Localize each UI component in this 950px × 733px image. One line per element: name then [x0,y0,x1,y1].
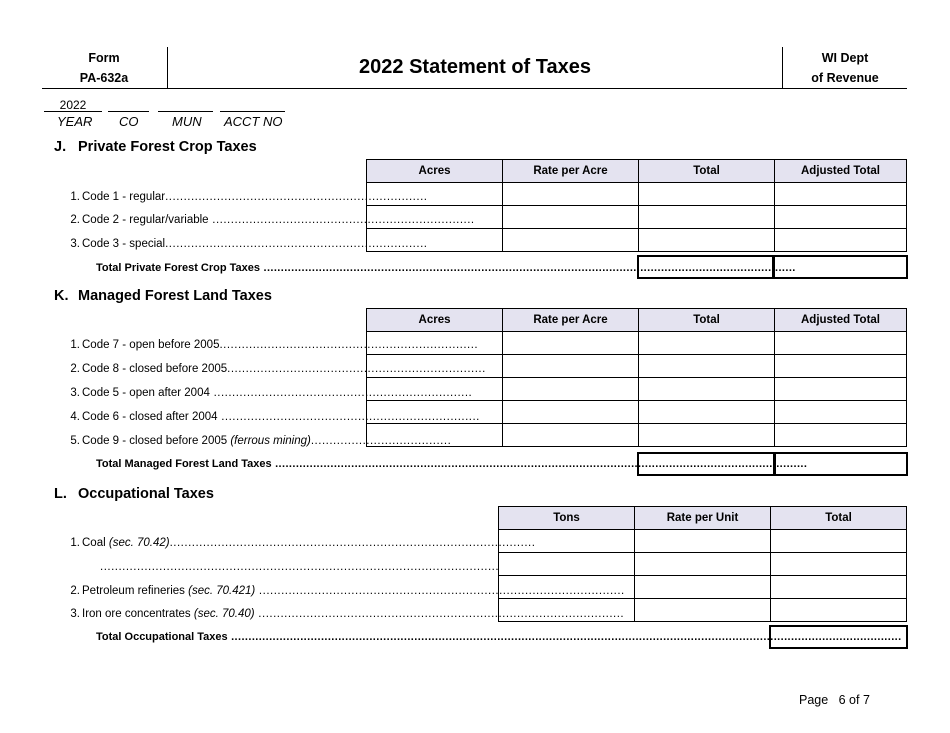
year-label: YEAR [57,114,93,129]
section-k-total-field[interactable] [637,452,775,476]
cell-input[interactable] [503,424,639,447]
section-j-total-label: Total Private Forest Crop Taxes .......................................................................................................................................................... [96,262,796,274]
cell-input[interactable] [503,229,639,252]
row-label: Code 9 - closed before 2005 [82,435,231,447]
page-number: 6 of 7 [838,693,870,707]
section-j-adjusted-total-field[interactable] [773,255,908,279]
form-number: PA-632a [79,71,129,85]
section-k-row-1: 1. Code 7 - open before 2005...................................................................... [64,338,362,352]
cell-input[interactable] [639,183,775,206]
section-l-table [498,506,907,622]
section-k-row-5: 5. Code 9 - closed before 2005 (ferrous mining)...................................... [64,434,362,448]
cell-input[interactable] [639,229,775,252]
acct-no-label: ACCT NO [224,114,283,129]
cell-input[interactable] [635,530,771,553]
header-rule [42,88,907,89]
cell-input[interactable] [775,229,907,252]
cell-input[interactable] [639,401,775,424]
row-label: Code 8 - closed before 2005 [82,363,228,375]
cell-input[interactable] [503,183,639,206]
section-j-heading [54,139,257,155]
table-row [367,229,907,252]
section-j-table [366,159,907,252]
row-label: Code 3 - special [82,238,166,250]
row-number: 3. [70,608,80,620]
col-total: Total [639,160,775,183]
row-number: 2. [70,214,80,226]
table-row [499,530,907,553]
cell-input[interactable] [503,355,639,378]
cell-input[interactable] [639,424,775,447]
section-l-row-1-continuation: ............................................................................................................ [100,561,500,573]
row-number: 3. [70,387,80,399]
section-j-title: Private Forest Crop Taxes [78,139,257,155]
row-number: 3. [70,238,80,250]
col-rate-per-acre: Rate per Acre [503,309,639,332]
table-row [367,183,907,206]
section-j-letter: J. [54,139,67,155]
section-k-table [366,308,907,447]
section-k-total-label: Total Managed Forest Land Taxes .......................................................................................................................................................... [96,458,808,470]
section-l-title: Occupational Taxes [78,486,214,502]
dept-line1: WI Dept [821,51,869,65]
row-number: 1. [70,191,80,203]
row-label-note: (sec. 70.40) [193,608,255,620]
section-l-row-1: 1. Coal (sec. 70.42)................................................................................................... [64,536,494,550]
section-l-total-label: Total Occupational Taxes .................................................................................................................................................................................................. [96,631,902,643]
row-number: 2. [70,363,80,375]
row-number: 4. [70,411,80,423]
row-label: Code 1 - regular [82,191,166,203]
section-j-row-1: 1. Code 1 - regular....................................................................... [64,190,362,204]
cell-input[interactable] [775,183,907,206]
col-total: Total [639,309,775,332]
row-label: Code 6 - closed after 2004 [82,411,218,423]
mun-label: MUN [172,114,202,129]
cell-input[interactable] [639,206,775,229]
col-total: Total [771,507,907,530]
cell-input[interactable] [503,332,639,355]
section-j-total-field[interactable] [637,255,774,279]
col-tons: Tons [499,507,635,530]
cell-input[interactable] [635,553,771,576]
row-number: 1. [70,339,80,351]
cell-input[interactable] [499,553,635,576]
cell-input[interactable] [635,599,771,622]
acct-no-field[interactable] [220,99,285,112]
section-k-title: Managed Forest Land Taxes [78,288,272,304]
row-label-note: (sec. 70.421) [188,585,256,597]
col-adjusted-total: Adjusted Total [775,309,907,332]
col-acres: Acres [367,160,503,183]
cell-input[interactable] [771,553,907,576]
row-label: Iron ore concentrates [82,608,194,620]
section-l-letter: L. [54,486,67,502]
row-number: 1. [70,537,80,549]
col-rate-per-unit: Rate per Unit [635,507,771,530]
col-rate-per-acre: Rate per Acre [503,160,639,183]
col-adjusted-total: Adjusted Total [775,160,907,183]
row-label-note: (ferrous mining) [230,435,311,447]
title-year: 2022 [359,56,404,78]
row-label: Code 2 - regular/variable [82,214,209,226]
page-indicator [799,693,870,707]
form-label: Form [88,51,120,65]
row-number: 5. [70,435,80,447]
section-l-total-field[interactable] [769,625,908,649]
mun-field[interactable] [158,99,213,112]
cell-input[interactable] [771,530,907,553]
section-l-heading [54,486,214,502]
cell-input[interactable] [775,332,907,355]
table-row [499,553,907,576]
section-l-row-3: 3. Iron ore concentrates (sec. 70.40) ................................................................................................... [64,607,494,621]
cell-input[interactable] [639,332,775,355]
section-k-heading [54,288,272,304]
cell-input[interactable] [503,401,639,424]
cell-input[interactable] [775,378,907,401]
section-j-row-3: 3. Code 3 - special....................................................................... [64,237,362,251]
row-label: Coal [82,537,109,549]
page-title [168,56,782,79]
section-k-letter: K. [54,288,69,304]
cell-input[interactable] [775,355,907,378]
cell-input[interactable] [771,599,907,622]
row-label: Code 7 - open before 2005 [82,339,220,351]
cell-input[interactable] [639,378,775,401]
col-acres: Acres [367,309,503,332]
dept-line2: of Revenue [811,71,879,85]
section-k-row-2: 2. Code 8 - closed before 2005...................................................................... [64,362,362,376]
cell-input[interactable] [771,576,907,599]
page-label: Page [799,693,829,707]
co-field[interactable] [108,99,149,112]
row-label: Petroleum refineries [82,585,189,597]
row-label: Code 5 - open after 2004 [82,387,210,399]
section-j-row-2: 2. Code 2 - regular/variable ....................................................................... [64,213,362,227]
section-l-row-2: 2. Petroleum refineries (sec. 70.421) ................................................................................................... [64,584,494,598]
cell-input[interactable] [639,355,775,378]
cell-input[interactable] [503,206,639,229]
co-label: CO [119,114,139,129]
cell-input[interactable] [775,401,907,424]
year-field[interactable]: 2022 [44,99,102,112]
cell-input[interactable] [503,378,639,401]
cell-input[interactable] [635,576,771,599]
section-k-row-4: 4. Code 6 - closed after 2004 ...................................................................... [64,410,362,424]
row-label-note: (sec. 70.42) [108,537,170,549]
section-k-row-3: 3. Code 5 - open after 2004 ...................................................................... [64,386,362,400]
cell-input[interactable] [775,424,907,447]
section-k-adjusted-total-field[interactable] [774,452,908,476]
cell-input[interactable] [775,206,907,229]
title-text: Statement of Taxes [409,56,591,78]
row-number: 2. [70,585,80,597]
